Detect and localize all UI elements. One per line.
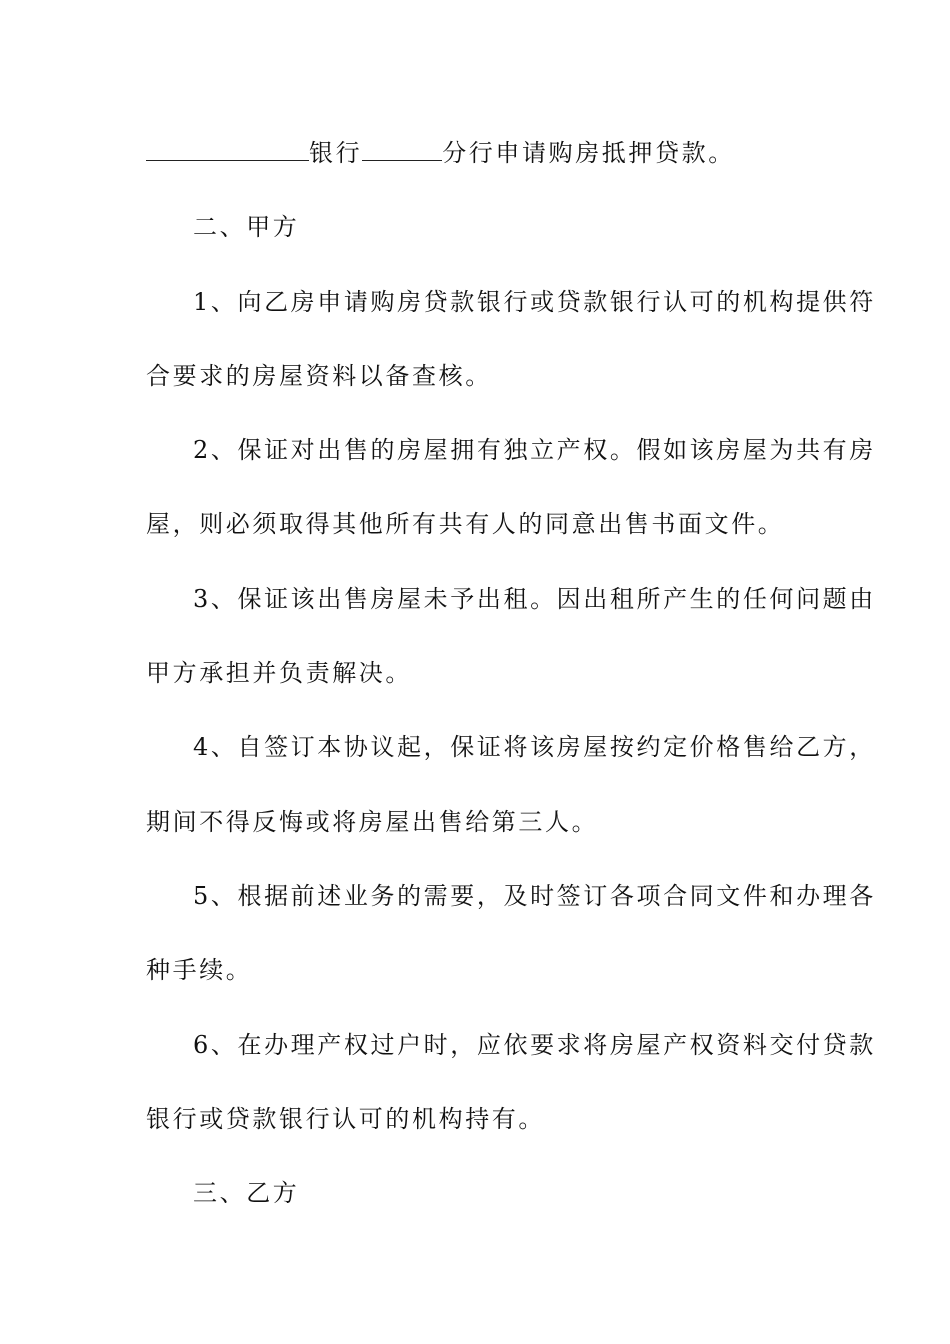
branch-tail: 分行申请购房抵押贷款。 [442,139,735,167]
intro-line [146,138,735,168]
clause-2-line-2: 屋，则必须取得其他所有共有人的同意出售书面文件。 [146,510,785,538]
bank-label: 银行 [309,139,363,167]
clause-3-line-2: 甲方承担并负责解决。 [146,659,412,687]
clause-5-line-1: 5、根据前述业务的需要，及时签订各项合同文件和办理各 [193,882,876,910]
clause-6-line-2: 银行或贷款银行认可的机构持有。 [146,1105,545,1133]
clause-4-line-2: 期间不得反悔或将房屋出售给第三人。 [146,808,599,836]
clause-2-line-1: 2、保证对出售的房屋拥有独立产权。假如该房屋为共有房 [193,436,876,464]
clause-3-line-1: 3、保证该出售房屋未予出租。因出租所产生的任何问题由 [193,585,876,613]
section-heading-party-b: 三、乙方 [193,1179,300,1207]
bank-name-blank [146,138,309,161]
clause-6-line-1: 6、在办理产权过户时，应依要求将房屋产权资料交付贷款 [193,1031,876,1059]
section-heading-party-a: 二、甲方 [193,213,300,241]
clause-4-line-1: 4、自签订本协议起，保证将该房屋按约定价格售给乙方， [193,733,876,761]
branch-name-blank [362,138,442,161]
clause-1-line-1: 1、向乙房申请购房贷款银行或贷款银行认可的机构提供符 [193,288,876,316]
clause-1-line-2: 合要求的房屋资料以备查核。 [146,362,492,390]
clause-5-line-2: 种手续。 [146,956,253,984]
